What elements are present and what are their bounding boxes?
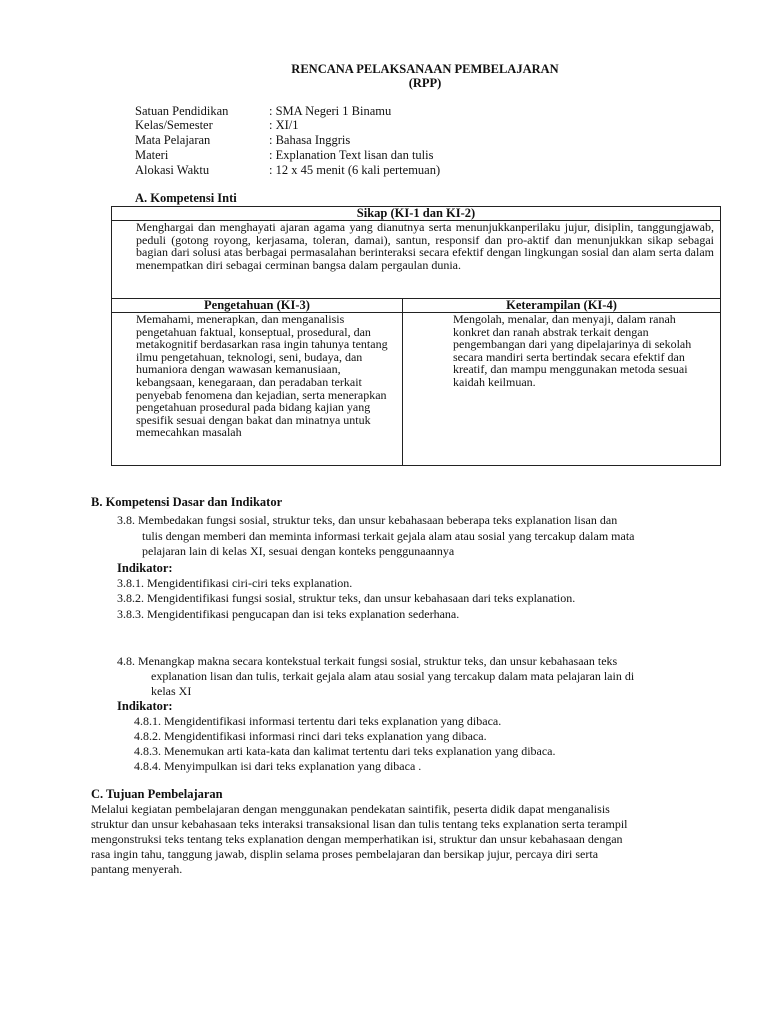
indikator-item: 3.8.2. Mengidentifikasi fungsi sosial, struktur teks, dan unsur kebahasaan dari teks explanation. — [117, 591, 576, 605]
identity-value: : 12 x 45 menit (6 kali pertemuan) — [269, 163, 441, 177]
sikap-text: Menghargai dan menghayati ajaran agama yang dianutnya serta menunjukkanperilaku jujur, disiplin, tanggungjawab, peduli (gotong royong, kerjasama, toleran, damai), santun, responsif dan pro-aktif dan menunjukkan sikap sebagai bagian dari solusi atas berbagai permasalahan berinteraksi secara efektif dengan lingkungan sosial dan alam serta dalam menempatkan diri sebagai cerminan bangsa dalam pergaulan dunia. — [112, 221, 721, 299]
identity-label: Satuan Pendidikan — [135, 104, 229, 118]
indikator-item: 4.8.4. Menyimpulkan isi dari teks explanation yang dibaca . — [134, 759, 422, 773]
indikator-item: 4.8.2. Mengidentifikasi informasi rinci dari teks explanation yang dibaca. — [134, 729, 487, 743]
kd-3-8-line: pelajaran lain di kelas XI, sesuai dengan konteks penggunaannya — [142, 544, 455, 558]
section-c-heading: C. Tujuan Pembelajaran — [91, 787, 223, 801]
tujuan-line: struktur dan unsur kebahasaan teks interaksi transaksional lisan dan tulis tentang teks explanation serta terampil — [91, 817, 628, 831]
identity-label: Kelas/Semester — [135, 118, 213, 132]
tujuan-line: pantang menyerah. — [91, 862, 183, 876]
kd-4-8-line: kelas XI — [151, 684, 192, 698]
indikator-item: 4.8.1. Mengidentifikasi informasi tertentu dari teks explanation yang dibaca. — [134, 714, 502, 728]
indikator-label: Indikator: — [117, 699, 173, 713]
identity-value: : Explanation Text lisan dan tulis — [269, 148, 434, 162]
indikator-item: 3.8.1. Mengidentifikasi ciri-ciri teks explanation. — [117, 576, 353, 590]
indikator-item: 3.8.3. Mengidentifikasi pengucapan dan isi teks explanation sederhana. — [117, 607, 460, 621]
section-b-heading: B. Kompetensi Dasar dan Indikator — [91, 495, 283, 509]
sikap-header: Sikap (KI-1 dan KI-2) — [112, 207, 721, 221]
kompetensi-inti-table — [111, 206, 721, 466]
kd-3-8-line: 3.8. Membedakan fungsi sosial, struktur teks, dan unsur kebahasaan beberapa teks explanation lisan dan — [117, 513, 618, 527]
indikator-item: 4.8.3. Menemukan arti kata-kata dan kalimat tertentu dari teks explanation yang dibaca. — [134, 744, 556, 758]
identity-label: Materi — [135, 148, 169, 162]
kd-4-8-line: 4.8. Menangkap makna secara kontekstual terkait fungsi sosial, struktur teks, dan unsur kebahasaan teks — [117, 654, 618, 668]
identity-value: : SMA Negeri 1 Binamu — [269, 104, 392, 118]
indikator-label: Indikator: — [117, 561, 173, 575]
section-a-heading: A. Kompetensi Inti — [135, 191, 237, 205]
document-subtitle: (RPP) — [408, 76, 442, 90]
identity-value: : XI/1 — [269, 118, 299, 132]
kd-4-8-line: explanation lisan dan tulis, terkait gejala alam atau sosial yang tercakup dalam mata pelajaran lain di — [151, 669, 635, 683]
identity-label: Mata Pelajaran — [135, 133, 211, 147]
identity-value: : Bahasa Inggris — [269, 133, 351, 147]
kd-3-8-line: tulis dengan memberi dan meminta informasi terkait gejala alam atau sosial yang tercakup dalam mata — [142, 529, 635, 543]
tujuan-line: mengonstruksi teks tentang teks explanation dengan memperhatikan isi, struktur dan unsur kebahasaan dengan — [91, 832, 623, 846]
tujuan-line: Melalui kegiatan pembelajaran dengan menggunakan pendekatan saintifik, peserta didik dapat menganalisis — [91, 802, 610, 816]
document-title: RENCANA PELAKSANAAN PEMBELAJARAN — [291, 62, 559, 76]
keterampilan-header: Keterampilan (KI-4) — [403, 299, 721, 313]
tujuan-line: rasa ingin tahu, tanggung jawab, displin selama proses pembelajaran dan bersikap jujur, percaya diri serta — [91, 847, 599, 861]
keterampilan-text: Mengolah, menalar, dan menyaji, dalam ranah konkret dan ranah abstrak terkait dengan pengembangan dari yang dipelajarinya di sekolah secara mandiri serta bertindak secara efektif dan kreatif, dan mampu menggunakan metoda sesuai kaidah keilmuan. — [403, 313, 721, 466]
pengetahuan-header: Pengetahuan (KI-3) — [112, 299, 403, 313]
identity-label: Alokasi Waktu — [135, 163, 210, 177]
pengetahuan-text: Memahami, menerapkan, dan menganalisis pengetahuan faktual, konseptual, prosedural, dan metakognitif berdasarkan rasa ingin tahunya tentang ilmu pengetahuan, teknologi, seni, budaya, dan humaniora dengan wawasan kemanusiaan, kebangsaan, kenegaraan, dan peradaban terkait penyebab fenomena dan kejadian, serta menerapkan pengetahuan prosedural pada bidang kajian yang spesifik sesuai dengan bakat dan minatnya untuk memecahkan masalah — [112, 313, 403, 466]
